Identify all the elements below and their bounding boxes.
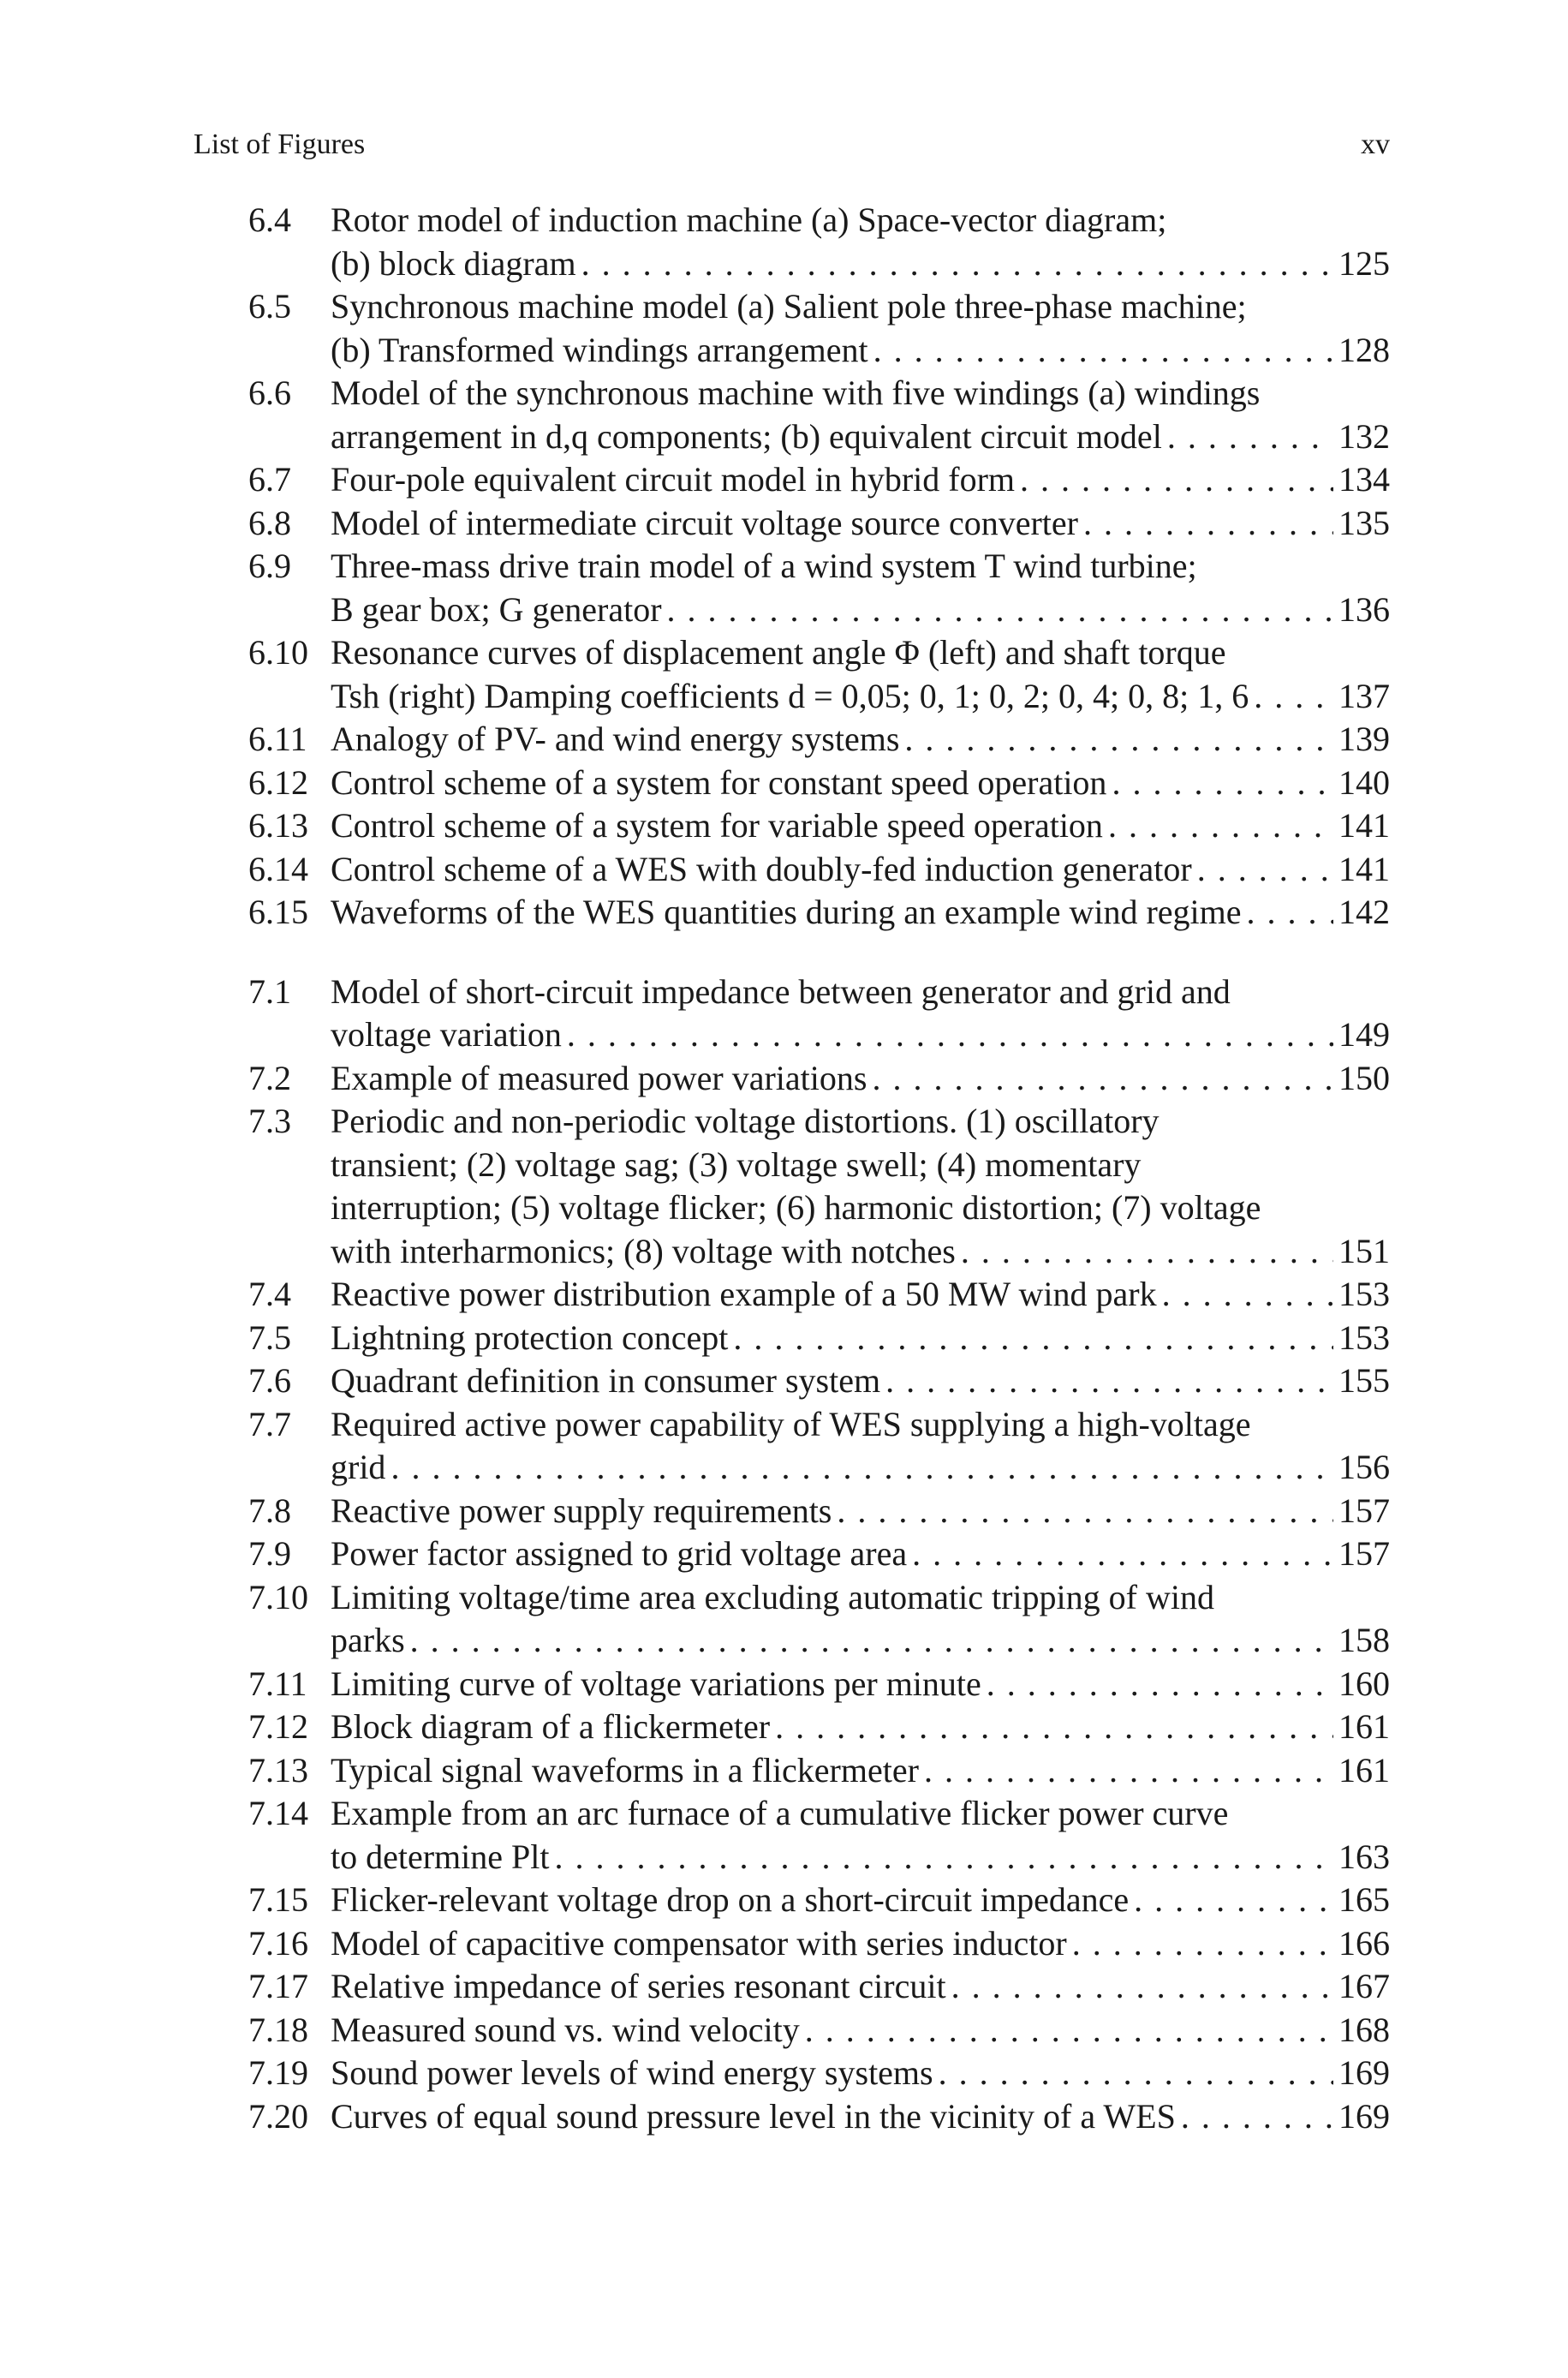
- figure-entry[interactable]: [248, 2009, 1390, 2052]
- figure-page-number[interactable]: 132: [1338, 416, 1390, 456]
- caption-last-line: [331, 804, 1390, 848]
- figure-number: 6.6: [248, 373, 291, 412]
- figure-caption: [331, 2009, 1390, 2052]
- figure-number: 7.3: [248, 1102, 291, 1140]
- running-head-title: List of Figures: [194, 128, 366, 160]
- dot-leader: [924, 1749, 1333, 1793]
- figure-caption: [331, 1792, 1390, 1879]
- figure-entry[interactable]: [248, 891, 1390, 935]
- dot-leader: [1083, 502, 1333, 546]
- caption-last-line: [331, 1057, 1390, 1101]
- figure-entry[interactable]: [248, 199, 1390, 285]
- figure-entry[interactable]: [248, 1922, 1390, 1966]
- figure-page-number[interactable]: 168: [1338, 2010, 1390, 2049]
- dot-leader: [1167, 415, 1333, 459]
- figure-caption: [331, 1057, 1390, 1101]
- caption-line: Model of intermediate circuit voltage source converter: [331, 503, 1078, 542]
- dot-leader: [567, 1013, 1333, 1057]
- figure-page-number[interactable]: 161: [1338, 1750, 1390, 1789]
- figure-number: 7.13: [248, 1750, 308, 1789]
- caption-last-line: [331, 1273, 1390, 1317]
- caption-line: Reactive power distribution example of a 50 MW wind park: [331, 1275, 1157, 1313]
- caption-last-line: [331, 1619, 1390, 1663]
- figure-number: 6.12: [248, 762, 308, 802]
- figure-page-number[interactable]: 141: [1338, 806, 1390, 845]
- caption-last-line: [331, 1706, 1390, 1749]
- caption-last-line: [331, 1446, 1390, 1490]
- caption-line: Relative impedance of series resonant circuit: [331, 1967, 946, 2005]
- figure-entry[interactable]: [248, 545, 1390, 631]
- figure-number: 7.11: [248, 1664, 307, 1703]
- caption-line: B gear box; G generator: [331, 589, 662, 629]
- figure-caption: [331, 1403, 1390, 1490]
- figure-caption: [331, 804, 1390, 848]
- caption-line: Reactive power supply requirements: [331, 1491, 832, 1530]
- caption-line: Quadrant definition in consumer system: [331, 1361, 881, 1400]
- figure-caption: [331, 1706, 1390, 1749]
- dot-leader: [667, 589, 1333, 632]
- figure-caption: [331, 848, 1390, 892]
- caption-line: Control scheme of a system for constant speed operation: [331, 762, 1107, 802]
- figure-number: 6.4: [248, 200, 291, 239]
- figure-entry[interactable]: [248, 1663, 1390, 1706]
- figure-page-number[interactable]: 141: [1338, 849, 1390, 888]
- figure-page-number[interactable]: 135: [1338, 503, 1390, 542]
- figure-entry[interactable]: [248, 1057, 1390, 1101]
- dot-leader: [939, 2052, 1333, 2095]
- caption-line: Tsh (right) Damping coefficients d = 0,05; 0, 1; 0, 2; 0, 4; 0, 8; 1, 6: [331, 676, 1249, 715]
- figure-caption: [331, 1965, 1390, 2009]
- figure-page-number[interactable]: 155: [1338, 1361, 1390, 1400]
- figure-page-number[interactable]: 163: [1338, 1837, 1390, 1876]
- figure-entry[interactable]: [248, 372, 1390, 458]
- dot-leader: [391, 1446, 1333, 1490]
- dot-leader: [987, 1663, 1333, 1706]
- caption-line: parks: [331, 1621, 405, 1659]
- caption-last-line: [331, 1749, 1390, 1793]
- caption-last-line: [331, 589, 1390, 632]
- caption-last-line: [331, 242, 1390, 286]
- figure-number: 7.6: [248, 1361, 291, 1400]
- figure-number: 7.10: [248, 1577, 308, 1616]
- figure-number: 6.5: [248, 287, 291, 326]
- caption-line: Limiting voltage/time area excluding automatic tripping of wind: [331, 1577, 1214, 1616]
- dot-leader: [961, 1230, 1333, 1274]
- figure-caption: [331, 1490, 1390, 1533]
- figure-number: 6.14: [248, 849, 308, 888]
- figure-page-number[interactable]: 161: [1338, 1707, 1390, 1746]
- figure-number: 6.8: [248, 503, 291, 542]
- figure-caption: [331, 458, 1390, 502]
- caption-line: Example from an arc furnace of a cumulative flicker power curve: [331, 1794, 1229, 1832]
- caption-line: Lightning protection concept: [331, 1317, 729, 1357]
- figure-entry[interactable]: [248, 502, 1390, 546]
- figure-caption: [331, 372, 1390, 458]
- figure-page-number[interactable]: 150: [1338, 1058, 1390, 1097]
- figure-entry[interactable]: [248, 1273, 1390, 1317]
- figure-page-number[interactable]: 142: [1338, 893, 1390, 931]
- figure-caption: [331, 1922, 1390, 1966]
- figure-number: 6.13: [248, 806, 308, 845]
- figure-entry[interactable]: [248, 458, 1390, 502]
- figure-caption: [331, 891, 1390, 935]
- figure-number: 7.12: [248, 1707, 308, 1746]
- caption-line: Limiting curve of voltage variations per minute: [331, 1664, 981, 1703]
- figure-entry[interactable]: [248, 762, 1390, 805]
- caption-line: Analogy of PV- and wind energy systems: [331, 720, 900, 758]
- caption-last-line: [331, 1013, 1390, 1057]
- figure-entry[interactable]: [248, 1792, 1390, 1879]
- figure-caption: [331, 545, 1390, 631]
- figure-caption: [331, 631, 1390, 718]
- caption-line: with interharmonics; (8) voltage with notches: [331, 1231, 956, 1270]
- figure-caption: [331, 1359, 1390, 1403]
- dot-leader: [805, 2009, 1333, 2052]
- figure-number: 7.5: [248, 1317, 291, 1357]
- caption-line: Four-pole equivalent circuit model in hybrid form: [331, 460, 1016, 499]
- figure-entry[interactable]: [248, 1706, 1390, 1749]
- caption-line: Model of short-circuit impedance between generator and grid and: [331, 971, 1231, 1011]
- caption-last-line: [331, 329, 1390, 373]
- figure-caption: [331, 2052, 1390, 2095]
- caption-line: Model of the synchronous machine with five windings (a) windings: [331, 373, 1261, 412]
- caption-last-line: [331, 1230, 1390, 1274]
- figure-caption: [331, 199, 1390, 285]
- caption-last-line: [331, 848, 1390, 892]
- caption-line: transient; (2) voltage sag; (3) voltage swell; (4) momentary: [331, 1144, 1142, 1184]
- figure-number: 6.11: [248, 720, 307, 758]
- figure-page-number[interactable]: 169: [1338, 2096, 1390, 2136]
- lof-section: [248, 971, 1390, 2139]
- figure-number: 7.18: [248, 2010, 308, 2049]
- caption-line: Control scheme of a WES with doubly-fed induction generator: [331, 849, 1192, 888]
- dot-leader: [733, 1317, 1333, 1360]
- caption-last-line: [331, 1836, 1390, 1879]
- caption-line: Typical signal waveforms in a flickermeter: [331, 1750, 919, 1789]
- figure-number: 7.19: [248, 2053, 308, 2092]
- figure-number: 7.7: [248, 1404, 291, 1443]
- dot-leader: [775, 1706, 1333, 1749]
- dot-leader: [1072, 1922, 1333, 1966]
- figure-number: 7.9: [248, 1534, 291, 1573]
- caption-line: Model of capacitive compensator with series inductor: [331, 1923, 1067, 1963]
- figure-number: 7.16: [248, 1923, 308, 1963]
- figure-page-number[interactable]: 125: [1338, 243, 1390, 283]
- caption-last-line: [331, 1663, 1390, 1706]
- figure-page-number[interactable]: 151: [1338, 1231, 1390, 1270]
- figure-number: 7.8: [248, 1491, 291, 1530]
- caption-last-line: [331, 675, 1390, 719]
- list-of-figures: [248, 199, 1390, 2138]
- dot-leader: [1108, 804, 1333, 848]
- figure-entry[interactable]: [248, 1965, 1390, 2009]
- caption-last-line: [331, 891, 1390, 935]
- figure-caption: [331, 1100, 1390, 1273]
- dot-leader: [1254, 675, 1333, 719]
- figure-page-number[interactable]: 137: [1338, 676, 1390, 715]
- caption-last-line: [331, 1965, 1390, 2009]
- dot-leader: [1197, 848, 1333, 892]
- figure-caption: [331, 1273, 1390, 1317]
- figure-page-number[interactable]: 136: [1338, 589, 1390, 629]
- caption-line: Control scheme of a system for variable speed operation: [331, 806, 1103, 845]
- figure-page-number[interactable]: 158: [1338, 1621, 1390, 1659]
- dot-leader: [885, 1359, 1333, 1403]
- figure-entry[interactable]: [248, 2052, 1390, 2095]
- caption-line: Three-mass drive train model of a wind system T wind turbine;: [331, 547, 1197, 585]
- figure-entry[interactable]: [248, 631, 1390, 718]
- caption-line: Curves of equal sound pressure level in the vicinity of a WES: [331, 2096, 1176, 2136]
- caption-line: Measured sound vs. wind velocity: [331, 2010, 800, 2049]
- figure-entry[interactable]: [248, 1490, 1390, 1533]
- caption-last-line: [331, 1490, 1390, 1533]
- caption-line: to determine Plt: [331, 1837, 550, 1876]
- caption-line: voltage variation: [331, 1015, 562, 1054]
- figure-page-number[interactable]: 149: [1338, 1015, 1390, 1054]
- caption-line: Periodic and non-periodic voltage distortions. (1) oscillatory: [331, 1102, 1160, 1140]
- dot-leader: [904, 718, 1333, 762]
- figure-page-number[interactable]: 169: [1338, 2053, 1390, 2092]
- caption-last-line: [331, 415, 1390, 459]
- caption-last-line: [331, 1533, 1390, 1576]
- figure-number: 7.4: [248, 1275, 291, 1313]
- figure-page-number[interactable]: 128: [1338, 330, 1390, 369]
- caption-last-line: [331, 2095, 1390, 2139]
- figure-entry[interactable]: [248, 1576, 1390, 1663]
- page-number: xv: [1361, 128, 1390, 160]
- caption-last-line: [331, 458, 1390, 502]
- figure-caption: [331, 971, 1390, 1057]
- dot-leader: [555, 1836, 1333, 1879]
- figure-page-number[interactable]: 166: [1338, 1923, 1390, 1963]
- figure-page-number[interactable]: 157: [1338, 1491, 1390, 1530]
- figure-page-number[interactable]: 153: [1338, 1275, 1390, 1313]
- caption-line: Block diagram of a flickermeter: [331, 1707, 771, 1746]
- caption-line: (b) block diagram: [331, 243, 576, 283]
- figure-page-number[interactable]: 165: [1338, 1880, 1390, 1919]
- caption-line: Sound power levels of wind energy systems: [331, 2053, 933, 2092]
- dot-leader: [912, 1533, 1333, 1576]
- figure-entry[interactable]: [248, 971, 1390, 1057]
- figure-entry[interactable]: [248, 804, 1390, 848]
- figure-entry[interactable]: [248, 1317, 1390, 1360]
- dot-leader: [1247, 891, 1333, 935]
- figure-caption: [331, 1879, 1390, 1922]
- figure-page-number[interactable]: 160: [1338, 1664, 1390, 1703]
- caption-line: Resonance curves of displacement angle Φ (left) and shaft torque: [331, 633, 1226, 672]
- dot-leader: [951, 1965, 1333, 2009]
- figure-number: 6.10: [248, 633, 308, 672]
- dot-leader: [410, 1619, 1333, 1663]
- figure-entry[interactable]: [248, 1359, 1390, 1403]
- caption-last-line: [331, 2009, 1390, 2052]
- caption-line: grid: [331, 1448, 386, 1486]
- figure-caption: [331, 762, 1390, 805]
- figure-page-number[interactable]: 167: [1338, 1967, 1390, 2005]
- lof-section: [248, 199, 1390, 935]
- caption-last-line: [331, 1317, 1390, 1360]
- figure-entry[interactable]: [248, 848, 1390, 892]
- dot-leader: [1020, 458, 1333, 502]
- caption-line: Flicker-relevant voltage drop on a short-circuit impedance: [331, 1880, 1130, 1919]
- dot-leader: [581, 242, 1333, 286]
- figure-entry[interactable]: [248, 1403, 1390, 1490]
- dot-leader: [1181, 2095, 1333, 2139]
- figure-page-number[interactable]: 134: [1338, 460, 1390, 499]
- figure-caption: [331, 502, 1390, 546]
- running-head: [194, 128, 1390, 161]
- dot-leader: [872, 1057, 1333, 1101]
- caption-line: interruption; (5) voltage flicker; (6) harmonic distortion; (7) voltage: [331, 1188, 1261, 1227]
- caption-line: (b) Transformed windings arrangement: [331, 330, 868, 369]
- caption-line: Required active power capability of WES supplying a high-voltage: [331, 1404, 1251, 1443]
- caption-last-line: [331, 1359, 1390, 1403]
- caption-line: Synchronous machine model (a) Salient pole three-phase machine;: [331, 287, 1247, 326]
- figure-entry[interactable]: [248, 1100, 1390, 1273]
- figure-page-number[interactable]: 140: [1338, 762, 1390, 802]
- caption-line: Waveforms of the WES quantities during an example wind regime: [331, 893, 1242, 931]
- figure-entry[interactable]: [248, 1879, 1390, 1922]
- figure-number: 6.9: [248, 547, 291, 585]
- figure-page-number[interactable]: 153: [1338, 1317, 1390, 1357]
- figure-caption: [331, 1663, 1390, 1706]
- dot-leader: [1112, 762, 1333, 805]
- caption-last-line: [331, 718, 1390, 762]
- figure-entry[interactable]: [248, 285, 1390, 372]
- caption-line: Example of measured power variations: [331, 1058, 867, 1097]
- figure-number: 7.15: [248, 1880, 308, 1919]
- figure-number: 7.2: [248, 1058, 291, 1097]
- caption-last-line: [331, 1879, 1390, 1922]
- figure-page-number[interactable]: 157: [1338, 1534, 1390, 1573]
- figure-page-number[interactable]: 139: [1338, 720, 1390, 758]
- figure-caption: [331, 1576, 1390, 1663]
- figure-caption: [331, 1533, 1390, 1576]
- figure-entry[interactable]: [248, 2095, 1390, 2139]
- figure-number: 7.17: [248, 1967, 308, 2005]
- dot-leader: [1134, 1879, 1333, 1922]
- figure-entry[interactable]: [248, 1533, 1390, 1576]
- figure-number: 6.15: [248, 893, 308, 931]
- figure-number: 7.20: [248, 2096, 308, 2136]
- figure-caption: [331, 1749, 1390, 1793]
- figure-number: 7.14: [248, 1794, 308, 1832]
- caption-last-line: [331, 2052, 1390, 2095]
- figure-number: 7.1: [248, 971, 291, 1011]
- caption-line: Rotor model of induction machine (a) Space-vector diagram;: [331, 200, 1167, 239]
- caption-line: arrangement in d,q components; (b) equivalent circuit model: [331, 416, 1162, 456]
- figure-caption: [331, 285, 1390, 372]
- dot-leader: [1162, 1273, 1333, 1317]
- caption-last-line: [331, 502, 1390, 546]
- caption-line: Power factor assigned to grid voltage area: [331, 1534, 908, 1573]
- figure-caption: [331, 2095, 1390, 2139]
- figure-caption: [331, 718, 1390, 762]
- caption-last-line: [331, 1922, 1390, 1966]
- figure-caption: [331, 1317, 1390, 1360]
- caption-last-line: [331, 762, 1390, 805]
- figure-entry[interactable]: [248, 718, 1390, 762]
- figure-entry[interactable]: [248, 1749, 1390, 1793]
- dot-leader: [873, 329, 1333, 373]
- dot-leader: [837, 1490, 1333, 1533]
- figure-number: 6.7: [248, 460, 291, 499]
- figure-page-number[interactable]: 156: [1338, 1448, 1390, 1486]
